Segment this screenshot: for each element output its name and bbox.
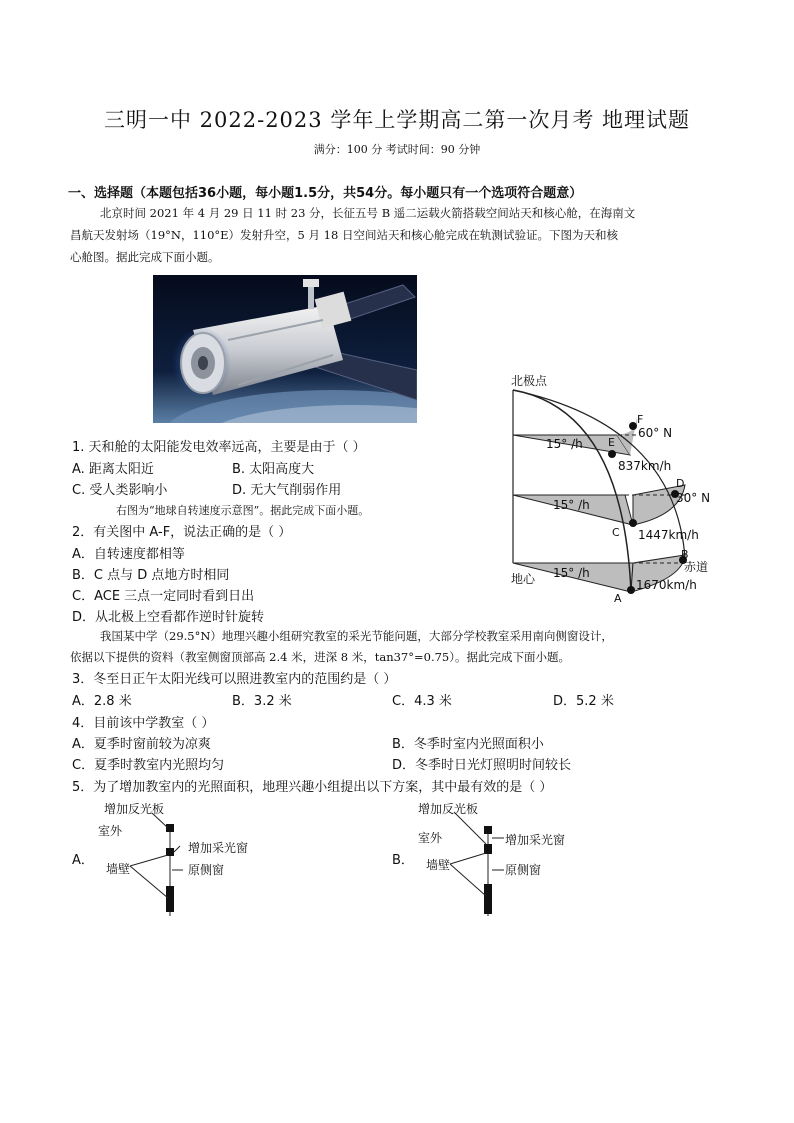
- q2-option-d[interactable]: D．从北极上空看都作逆时针旋转: [72, 610, 265, 625]
- page-title: 三明一中 2022-2023 学年上学期高二第一次月考 地理试题: [103, 108, 690, 132]
- intro-line-3: 心舱图。据此完成下面小题。: [70, 250, 220, 264]
- speed-30-label: 1447km/h: [638, 528, 699, 542]
- q3-option-d[interactable]: D．5.2 米: [553, 694, 614, 709]
- speed-60-label: 837km/h: [618, 459, 672, 473]
- q2-option-b[interactable]: B．C 点与 D 点地方时相同: [72, 568, 230, 583]
- q5-option-b[interactable]: B．: [392, 853, 414, 868]
- point-e-label: E: [608, 436, 615, 449]
- q5-stem: 5．为了增加教室内的光照面积，地理兴趣小组提出以下方案，其中最有效的是（ ）: [72, 780, 553, 795]
- q5b-skylight-label: 增加采光窗: [505, 833, 566, 847]
- exam-info: 满分：100 分 考试时间：90 分钟: [313, 143, 481, 156]
- q5b-outside-label: 室外: [418, 831, 443, 845]
- q1-option-d[interactable]: D. 无大气削弱作用: [232, 483, 342, 498]
- q5b-reflector-label: 增加反光板: [418, 802, 479, 816]
- lat60-label: 60° N: [638, 426, 673, 440]
- point-f-label: F: [637, 413, 644, 426]
- lat30-label: 30° N: [676, 491, 711, 505]
- q4-option-c[interactable]: C．夏季时教室内光照均匀: [72, 758, 225, 773]
- q2-stem: 2．有关图中 A-F，说法正确的是（ ）: [72, 525, 292, 540]
- q1-option-a[interactable]: A. 距离太阳近: [72, 462, 154, 477]
- intro2-line-2: 依据以下提供的资料（教室侧窗顶部高 2.4 米，进深 8 米，tan37°=0.75）。据此完成下面小题。: [70, 650, 570, 664]
- q1-option-c[interactable]: C. 受人类影响小: [72, 483, 168, 498]
- q3-option-b[interactable]: B．3.2 米: [232, 694, 292, 709]
- point-a-label: A: [614, 592, 622, 605]
- q5a-wall-label: 墙壁: [106, 862, 131, 876]
- q3-option-c[interactable]: C．4.3 米: [392, 694, 452, 709]
- tianhe-module-image: [153, 275, 417, 423]
- point-c-label: C: [612, 526, 620, 539]
- angle-label-60: 15° /h: [546, 437, 583, 451]
- q2-option-a[interactable]: A．自转速度都相等: [72, 547, 185, 562]
- q3-option-a[interactable]: A．2.8 米: [72, 694, 132, 709]
- angle-label-30: 15° /h: [553, 498, 590, 512]
- q5a-skylight-label: 增加采光窗: [188, 841, 249, 855]
- q4-stem: 4．目前该中学教室（ ）: [72, 716, 215, 731]
- q5b-wall-label: 墙壁: [426, 858, 451, 872]
- point-b-label: B: [681, 548, 689, 561]
- q2-option-c[interactable]: C．ACE 三点一定同时看到日出: [72, 589, 255, 604]
- intro-line-2: 昌航天发射场（19°N，110°E）发射升空，5 月 18 日空间站天和核心舱完成在轨测试验证。下图为天和核: [70, 228, 618, 242]
- speed-0-label: 1670km/h: [636, 578, 697, 592]
- q5b-window-label: 原侧窗: [505, 863, 542, 877]
- q5-option-a[interactable]: A．: [72, 853, 94, 868]
- earth-center-label: 地心: [511, 572, 536, 586]
- intro-line-1: 北京时间 2021 年 4 月 29 日 11 时 23 分，长征五号 B 遥二运载火箭搭载空间站天和核心舱，在海南文: [100, 206, 636, 220]
- q4-option-a[interactable]: A．夏季时窗前较为凉爽: [72, 737, 211, 752]
- equator-label: 赤道: [684, 560, 709, 574]
- q1-stem: 1. 天和舱的太阳能发电效率远高，主要是由于（ ）: [72, 440, 366, 455]
- intro2-line-1: 我国某中学（29.5°N）地理兴趣小组研究教室的采光节能问题，大部分学校教室采用南向侧窗设计，: [100, 629, 613, 643]
- q5a-window-label: 原侧窗: [188, 863, 225, 877]
- q1-option-b[interactable]: B. 太阳高度大: [232, 462, 315, 477]
- q4-option-b[interactable]: B．冬季时室内光照面积小: [392, 737, 544, 752]
- diagram-note: 右图为“地球自转速度示意图”。据此完成下面小题。: [116, 504, 370, 517]
- q5a-reflector-label: 增加反光板: [104, 802, 165, 816]
- q3-stem: 3．冬至日正午太阳光线可以照进教室内的范围约是（ ）: [72, 672, 397, 687]
- q5a-outside-label: 室外: [98, 824, 123, 838]
- point-d-label: D: [676, 477, 685, 490]
- q4-option-d[interactable]: D．冬季时日光灯照明时间较长: [392, 758, 572, 773]
- north-pole-label: 北极点: [511, 374, 548, 388]
- section-heading: 一、选择题（本题包括36小题，每小题1.5分，共54分。每小题只有一个选项符合题意）: [68, 186, 583, 201]
- angle-label-0: 15° /h: [553, 566, 590, 580]
